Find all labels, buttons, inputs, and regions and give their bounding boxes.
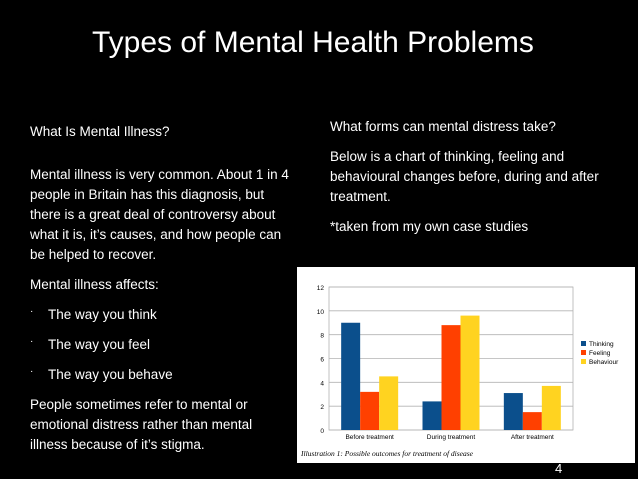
- bar: [504, 393, 523, 430]
- y-tick-label: 2: [320, 404, 324, 412]
- chart-caption: Illustration 1: Possible outcomes for treatment of disease: [301, 449, 473, 458]
- y-tick-label: 6: [320, 356, 324, 364]
- bar: [341, 323, 360, 430]
- bar: [461, 316, 480, 430]
- y-tick-label: 8: [320, 332, 324, 340]
- chart-description: Below is a chart of thinking, feeling and behavioural changes before, during and after treatment.: [330, 149, 599, 204]
- right-question: What forms can mental distress take?: [330, 119, 556, 134]
- legend-swatch: [581, 350, 586, 355]
- right-column: [330, 117, 612, 247]
- y-tick-label: 4: [320, 380, 324, 388]
- bar: [379, 376, 398, 430]
- legend-label: Thinking: [589, 341, 614, 348]
- page-number: 4: [555, 461, 563, 476]
- list-item: · The way you feel: [30, 335, 292, 355]
- x-tick-label: After treatment: [510, 434, 554, 441]
- case-study-note: *taken from my own case studies: [330, 219, 529, 234]
- left-column: [30, 122, 292, 465]
- left-question: What Is Mental Illness?: [30, 124, 170, 139]
- bar-chart: [297, 267, 635, 463]
- x-tick-label: During treatment: [426, 434, 476, 441]
- chart-image: [297, 267, 635, 463]
- bar: [360, 392, 379, 430]
- y-tick-label: 12: [316, 285, 324, 292]
- slide-title: Types of Mental Health Problems: [92, 26, 534, 59]
- list-item: · The way you think: [30, 305, 292, 325]
- bar: [542, 386, 561, 430]
- bar: [442, 325, 461, 430]
- list-item: · The way you behave: [30, 365, 292, 385]
- affects-heading: Mental illness affects:: [30, 277, 159, 292]
- bullet-icon: ·: [30, 336, 34, 347]
- affects-list: [30, 305, 292, 385]
- legend-swatch: [581, 359, 586, 364]
- bullet-icon: ·: [30, 366, 34, 377]
- legend-swatch: [581, 341, 586, 346]
- legend-label: Behaviour: [589, 359, 619, 366]
- closing-paragraph: People sometimes refer to mental or emotional distress rather than mental illness because of it’s stigma.: [30, 397, 253, 452]
- legend-label: Feeling: [589, 350, 611, 357]
- bar: [523, 412, 542, 430]
- y-tick-label: 10: [316, 308, 324, 316]
- bar: [423, 401, 442, 430]
- bullet-icon: ·: [30, 306, 34, 317]
- y-tick-label: 0: [320, 428, 324, 435]
- x-tick-label: Before treatment: [345, 434, 394, 441]
- intro-paragraph: Mental illness is very common. About 1 in 4 people in Britain has this diagnosis, but there is a great deal of controversy about what it is, it’s causes, and how people can be helped to recover.: [30, 167, 289, 262]
